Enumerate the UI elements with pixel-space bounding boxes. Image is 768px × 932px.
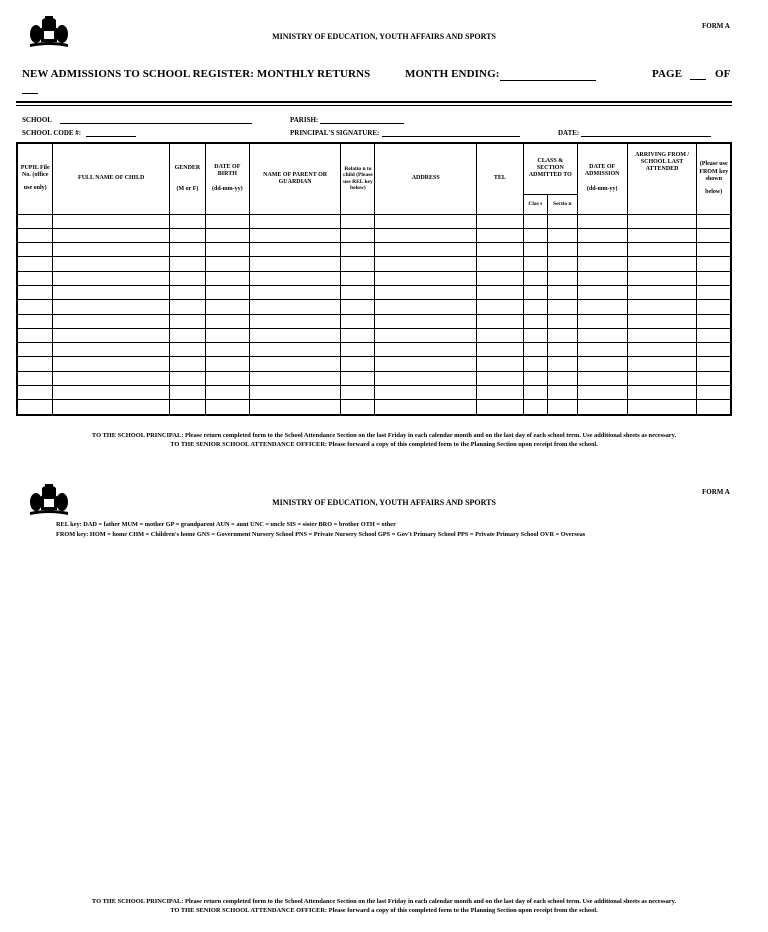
col-section: Sectio n: [547, 194, 577, 214]
col-tel: TEL: [477, 143, 524, 214]
col-from-key: (Please use FROM key shown below): [697, 143, 731, 214]
table-cell[interactable]: [53, 314, 170, 328]
table-cell[interactable]: [341, 371, 375, 385]
table-cell[interactable]: [697, 271, 731, 285]
table-cell[interactable]: [249, 271, 341, 285]
table-cell[interactable]: [627, 371, 697, 385]
table-cell[interactable]: [477, 285, 524, 299]
table-cell[interactable]: [17, 328, 53, 342]
table-cell[interactable]: [547, 228, 577, 242]
principal-instruction: TO THE SCHOOL PRINCIPAL: Please return completed form to the School Attendance Section on the last Friday in each calendar month and on the last day of each school term. Use additional sheets as necessary.: [91, 432, 677, 439]
table-cell[interactable]: [341, 271, 375, 285]
table-cell[interactable]: [477, 228, 524, 242]
table-cell[interactable]: [523, 300, 547, 314]
principal-instruction-2: TO THE SCHOOL PRINCIPAL: Please return completed form to the School Attendance Section on the last Friday in each calendar month and on the last day of each school term. Use additional sheets as necessary.: [91, 898, 677, 905]
table-cell[interactable]: [17, 386, 53, 400]
table-cell[interactable]: [205, 285, 249, 299]
table-cell[interactable]: [53, 386, 170, 400]
table-cell[interactable]: [169, 314, 205, 328]
table-cell[interactable]: [523, 257, 547, 271]
header-rule: [16, 101, 732, 103]
page-label: PAGE: [652, 68, 683, 80]
table-cell[interactable]: [341, 285, 375, 299]
page-number-field[interactable]: [690, 69, 706, 80]
table-cell[interactable]: [547, 314, 577, 328]
admissions-table: [16, 142, 732, 416]
table-cell[interactable]: [341, 328, 375, 342]
form-label-2: FORM A: [702, 488, 730, 496]
table-cell[interactable]: [53, 271, 170, 285]
table-cell[interactable]: [205, 257, 249, 271]
table-cell[interactable]: [547, 285, 577, 299]
table-cell[interactable]: [627, 285, 697, 299]
table-cell[interactable]: [523, 285, 547, 299]
table-cell[interactable]: [17, 285, 53, 299]
table-cell[interactable]: [249, 371, 341, 385]
table-cell[interactable]: [477, 257, 524, 271]
table-cell[interactable]: [169, 300, 205, 314]
table-cell[interactable]: [523, 271, 547, 285]
ministry-heading-2: MINISTRY OF EDUCATION, YOUTH AFFAIRS AND SPORTS: [272, 498, 496, 507]
table-row: [17, 357, 731, 371]
table-cell[interactable]: [577, 243, 627, 257]
table-cell[interactable]: [547, 300, 577, 314]
table-cell[interactable]: [627, 328, 697, 342]
table-cell[interactable]: [697, 386, 731, 400]
table-cell[interactable]: [697, 228, 731, 242]
table-cell[interactable]: [697, 257, 731, 271]
col-gender: GENDER (M or F): [169, 143, 205, 214]
table-cell[interactable]: [169, 386, 205, 400]
table-row: [17, 214, 731, 228]
table-cell[interactable]: [341, 243, 375, 257]
table-cell[interactable]: [477, 300, 524, 314]
table-cell[interactable]: [53, 257, 170, 271]
table-cell[interactable]: [577, 257, 627, 271]
col-date-admission: DATE OF ADMISSION (dd-mm-yy): [577, 143, 627, 214]
table-cell[interactable]: [627, 300, 697, 314]
parish-field[interactable]: [320, 115, 404, 124]
table-cell[interactable]: [577, 400, 627, 415]
table-cell[interactable]: [577, 228, 627, 242]
table-cell[interactable]: [169, 214, 205, 228]
instructions-note: [0, 432, 768, 450]
table-cell[interactable]: [53, 328, 170, 342]
table-cell[interactable]: [547, 271, 577, 285]
table-cell[interactable]: [547, 400, 577, 415]
table-cell[interactable]: [53, 300, 170, 314]
table-cell[interactable]: [523, 343, 547, 357]
table-cell[interactable]: [249, 285, 341, 299]
table-cell[interactable]: [375, 214, 477, 228]
table-cell[interactable]: [17, 357, 53, 371]
table-cell[interactable]: [477, 386, 524, 400]
table-row: [17, 243, 731, 257]
table-cell[interactable]: [577, 300, 627, 314]
table-cell[interactable]: [477, 243, 524, 257]
table-row: [17, 300, 731, 314]
school-code-field[interactable]: [86, 128, 136, 137]
school-label: SCHOOL: [22, 116, 52, 124]
table-cell[interactable]: [577, 271, 627, 285]
col-relation: Relatio n to child (Please use REL key below): [341, 143, 375, 214]
table-cell[interactable]: [375, 357, 477, 371]
table-cell[interactable]: [523, 228, 547, 242]
table-cell[interactable]: [53, 357, 170, 371]
table-cell[interactable]: [547, 357, 577, 371]
table-cell[interactable]: [375, 386, 477, 400]
table-cell[interactable]: [697, 243, 731, 257]
table-cell[interactable]: [341, 343, 375, 357]
table-cell[interactable]: [249, 243, 341, 257]
table-cell[interactable]: [627, 400, 697, 415]
table-cell[interactable]: [547, 328, 577, 342]
col-parent: NAME OF PARENT OR GUARDIAN: [249, 143, 341, 214]
table-cell[interactable]: [627, 314, 697, 328]
table-cell[interactable]: [697, 285, 731, 299]
table-cell[interactable]: [627, 357, 697, 371]
ministry-heading: MINISTRY OF EDUCATION, YOUTH AFFAIRS AND SPORTS: [272, 32, 496, 41]
table-cell[interactable]: [205, 371, 249, 385]
from-key: FROM key: HOM = home CHM = Children's home GNS = Government Nursery School PNS = Private Nursery School GPS = Gov't Primary School PPS = Private Primary School OVR = Overseas: [56, 531, 586, 538]
instructions-note-2: [0, 898, 768, 916]
table-cell[interactable]: [169, 400, 205, 415]
table-cell[interactable]: [477, 400, 524, 415]
table-cell[interactable]: [577, 357, 627, 371]
table-cell[interactable]: [249, 228, 341, 242]
table-cell[interactable]: [205, 214, 249, 228]
table-cell[interactable]: [205, 314, 249, 328]
table-cell[interactable]: [169, 343, 205, 357]
table-cell[interactable]: [523, 357, 547, 371]
table-row: [17, 314, 731, 328]
table-cell[interactable]: [53, 400, 170, 415]
table-cell[interactable]: [547, 257, 577, 271]
table-cell[interactable]: [523, 243, 547, 257]
table-cell[interactable]: [169, 243, 205, 257]
officer-instruction-2: TO THE SENIOR SCHOOL ATTENDANCE OFFICER: Please forward a copy of this completed form to the Planning Section upon receipt from the school.: [170, 906, 598, 914]
table-cell[interactable]: [477, 343, 524, 357]
table-cell[interactable]: [17, 400, 53, 415]
table-cell[interactable]: [17, 371, 53, 385]
table-cell[interactable]: [375, 243, 477, 257]
table-cell[interactable]: [547, 243, 577, 257]
table-cell[interactable]: [341, 300, 375, 314]
table-cell[interactable]: [53, 371, 170, 385]
table-cell[interactable]: [169, 371, 205, 385]
table-cell[interactable]: [375, 343, 477, 357]
officer-instruction: TO THE SENIOR SCHOOL ATTENDANCE OFFICER: Please forward a copy of this completed form to the Planning Section upon receipt from the school.: [170, 440, 598, 448]
table-cell[interactable]: [577, 328, 627, 342]
table-cell[interactable]: [17, 343, 53, 357]
table-cell[interactable]: [523, 328, 547, 342]
table-cell[interactable]: [205, 300, 249, 314]
table-cell[interactable]: [169, 257, 205, 271]
page-total-field[interactable]: [22, 85, 38, 94]
table-cell[interactable]: [375, 400, 477, 415]
table-cell[interactable]: [341, 257, 375, 271]
table-cell[interactable]: [53, 214, 170, 228]
col-arriving-from: ARRIVING FROM / SCHOOL LAST ATTENDED: [627, 143, 697, 214]
table-cell[interactable]: [17, 314, 53, 328]
table-cell[interactable]: [523, 371, 547, 385]
table-cell[interactable]: [169, 228, 205, 242]
month-ending-field[interactable]: [500, 69, 596, 81]
table-cell[interactable]: [341, 357, 375, 371]
table-cell[interactable]: [169, 271, 205, 285]
col-pupil-file: PUPIL File No. (office use only): [17, 143, 53, 214]
table-cell[interactable]: [205, 343, 249, 357]
table-cell[interactable]: [547, 371, 577, 385]
table-cell[interactable]: [577, 285, 627, 299]
table-cell[interactable]: [341, 386, 375, 400]
table-cell[interactable]: [375, 285, 477, 299]
table-cell[interactable]: [17, 271, 53, 285]
table-cell[interactable]: [627, 343, 697, 357]
table-cell[interactable]: [697, 343, 731, 357]
table-cell[interactable]: [697, 314, 731, 328]
table-cell[interactable]: [627, 228, 697, 242]
col-class: Clas s: [523, 194, 547, 214]
table-row: [17, 257, 731, 271]
table-cell[interactable]: [169, 285, 205, 299]
table-cell[interactable]: [577, 386, 627, 400]
coat-of-arms-logo: [28, 14, 70, 48]
rel-key: REL key: DAD = father MUM = mother GP = grandparent AUN = aunt UNC = uncle SIS = sister BRO = brother OTH = other: [56, 521, 396, 528]
parish-label: PARISH:: [290, 116, 319, 124]
table-cell[interactable]: [627, 214, 697, 228]
table-cell[interactable]: [205, 228, 249, 242]
col-address: ADDRESS: [375, 143, 477, 214]
table-cell[interactable]: [53, 343, 170, 357]
table-cell[interactable]: [627, 386, 697, 400]
table-cell[interactable]: [169, 357, 205, 371]
of-label: OF: [715, 68, 731, 80]
date-field[interactable]: [581, 128, 711, 137]
table-cell[interactable]: [17, 214, 53, 228]
form-label: FORM A: [702, 22, 730, 30]
table-cell[interactable]: [547, 386, 577, 400]
table-cell[interactable]: [169, 328, 205, 342]
table-cell[interactable]: [249, 314, 341, 328]
table-cell[interactable]: [205, 243, 249, 257]
table-cell[interactable]: [375, 371, 477, 385]
principal-signature-label: PRINCIPAL'S SIGNATURE:: [290, 129, 380, 137]
col-class-section: CLASS & SECTION ADMITTED TO: [523, 143, 577, 194]
table-cell[interactable]: [697, 400, 731, 415]
table-cell[interactable]: [375, 328, 477, 342]
school-code-label: SCHOOL CODE #:: [22, 129, 82, 137]
table-cell[interactable]: [205, 386, 249, 400]
table-cell[interactable]: [249, 400, 341, 415]
table-row: [17, 371, 731, 385]
table-row: [17, 228, 731, 242]
col-full-name: FULL NAME OF CHILD: [53, 143, 170, 214]
table-cell[interactable]: [53, 285, 170, 299]
table-cell[interactable]: [477, 214, 524, 228]
table-cell[interactable]: [547, 214, 577, 228]
table-cell[interactable]: [375, 300, 477, 314]
table-cell[interactable]: [17, 300, 53, 314]
table-cell[interactable]: [375, 257, 477, 271]
table-cell[interactable]: [341, 314, 375, 328]
table-cell[interactable]: [697, 371, 731, 385]
table-cell[interactable]: [205, 328, 249, 342]
table-cell[interactable]: [547, 343, 577, 357]
table-row: [17, 400, 731, 415]
table-cell[interactable]: [341, 228, 375, 242]
table-cell[interactable]: [577, 314, 627, 328]
table-cell[interactable]: [17, 228, 53, 242]
table-row: [17, 343, 731, 357]
form-title: NEW ADMISSIONS TO SCHOOL REGISTER: MONTHLY RETURNS: [22, 68, 371, 80]
table-cell[interactable]: [477, 314, 524, 328]
table-cell[interactable]: [697, 328, 731, 342]
table-cell[interactable]: [53, 228, 170, 242]
table-cell[interactable]: [17, 243, 53, 257]
table-cell[interactable]: [375, 228, 477, 242]
table-cell[interactable]: [627, 257, 697, 271]
table-row: [17, 328, 731, 342]
table-cell[interactable]: [249, 328, 341, 342]
table-cell[interactable]: [627, 271, 697, 285]
table-cell[interactable]: [205, 271, 249, 285]
table-cell[interactable]: [249, 257, 341, 271]
table-cell[interactable]: [523, 214, 547, 228]
table-cell[interactable]: [577, 371, 627, 385]
col-dob: DATE OF BIRTH (dd-mm-yy): [205, 143, 249, 214]
table-cell[interactable]: [697, 214, 731, 228]
school-field[interactable]: [60, 115, 252, 124]
table-cell[interactable]: [205, 357, 249, 371]
principal-signature-field[interactable]: [382, 128, 520, 137]
table-row: [17, 271, 731, 285]
table-row: [17, 285, 731, 299]
table-cell[interactable]: [577, 343, 627, 357]
table-cell[interactable]: [627, 243, 697, 257]
table-cell[interactable]: [523, 314, 547, 328]
table-cell[interactable]: [205, 400, 249, 415]
month-ending-label: MONTH ENDING:: [405, 68, 500, 80]
table-cell[interactable]: [249, 357, 341, 371]
table-cell[interactable]: [375, 314, 477, 328]
table-cell[interactable]: [697, 357, 731, 371]
table-cell[interactable]: [477, 371, 524, 385]
table-cell[interactable]: [697, 300, 731, 314]
date-label: DATE:: [558, 129, 580, 137]
table-cell[interactable]: [577, 214, 627, 228]
table-cell[interactable]: [17, 257, 53, 271]
table-cell[interactable]: [249, 343, 341, 357]
table-cell[interactable]: [53, 243, 170, 257]
table-cell[interactable]: [477, 328, 524, 342]
table-cell[interactable]: [375, 271, 477, 285]
table-cell[interactable]: [249, 214, 341, 228]
table-cell[interactable]: [523, 386, 547, 400]
header-rule-thin: [16, 105, 732, 106]
table-cell[interactable]: [523, 400, 547, 415]
table-cell[interactable]: [341, 400, 375, 415]
table-cell[interactable]: [477, 357, 524, 371]
table-cell[interactable]: [341, 214, 375, 228]
table-row: [17, 386, 731, 400]
table-cell[interactable]: [477, 271, 524, 285]
table-cell[interactable]: [249, 300, 341, 314]
table-cell[interactable]: [249, 386, 341, 400]
